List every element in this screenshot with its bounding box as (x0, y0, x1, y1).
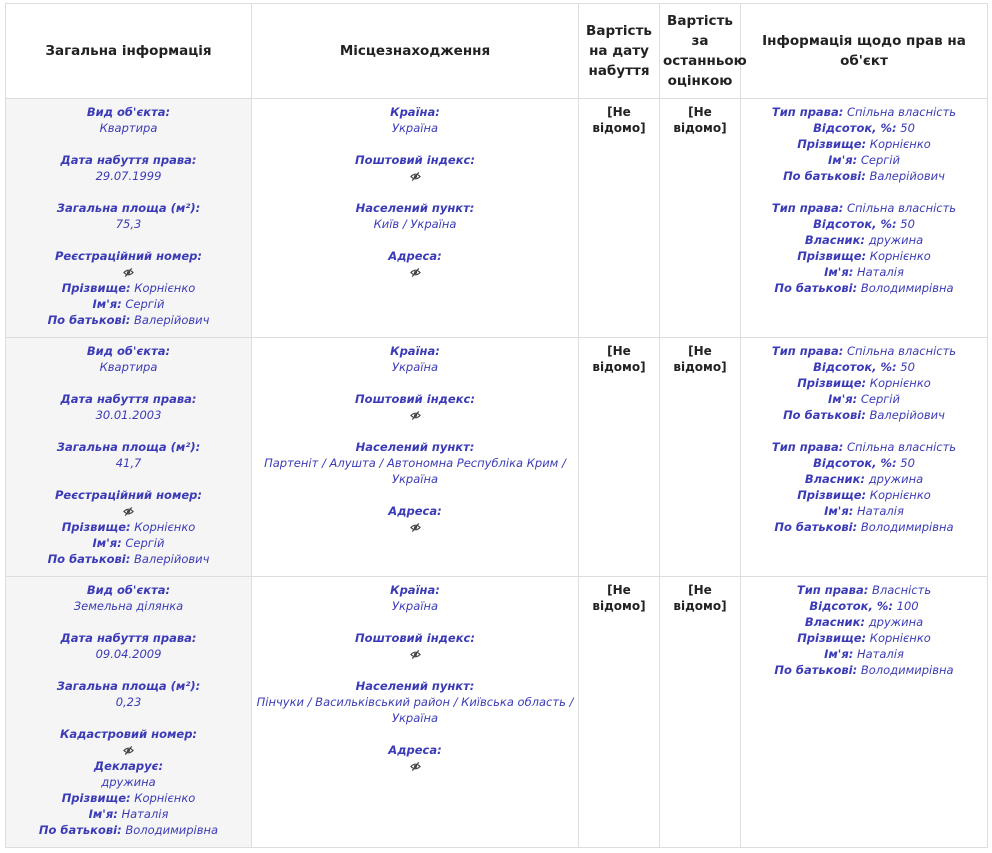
patronymic-value: Володимирівна (860, 663, 954, 677)
country-label: Країна: (390, 344, 440, 358)
address-label: Адреса: (388, 743, 442, 757)
name-label: Ім'я: (828, 153, 858, 167)
owner-label: Власник: (804, 472, 866, 486)
right-type-label: Тип права: (771, 105, 844, 119)
percent-value: 50 (900, 456, 915, 470)
patronymic-label: По батькові: (783, 408, 866, 422)
acq-date-label: Дата набуття права: (60, 631, 197, 645)
name-label: Ім'я: (92, 536, 122, 550)
hidden-eye-icon (410, 522, 421, 533)
object-type-label: Вид об'єкта: (86, 105, 171, 119)
patronymic-label: По батькові: (783, 169, 866, 183)
total-area-label: Загальна площа (м²): (56, 679, 201, 693)
hidden-eye-icon (410, 171, 421, 182)
object-type-value: Земельна ділянка (73, 599, 184, 613)
cost-acquisition-cell: [Не відомо] (579, 577, 660, 848)
percent-value: 100 (896, 599, 919, 613)
object-type-value: Квартира (99, 360, 158, 374)
name-label: Ім'я: (828, 392, 858, 406)
table-row (6, 338, 988, 577)
acq-date-value: 30.01.2003 (95, 408, 162, 422)
postal-label: Поштовий індекс: (355, 392, 475, 406)
hidden-eye-icon (410, 649, 421, 660)
postal-label: Поштовий індекс: (355, 153, 475, 167)
hidden-eye-icon (410, 761, 421, 772)
country-label: Країна: (390, 583, 440, 597)
patronymic-value: Валерійович (134, 552, 210, 566)
acq-date-value: 29.07.1999 (95, 169, 162, 183)
general-info-cell (6, 338, 252, 577)
owner-value: дружина (868, 233, 924, 247)
right-type-label: Тип права: (771, 344, 844, 358)
hidden-eye-icon (410, 267, 421, 278)
surname-label: Прізвище: (61, 520, 131, 534)
hidden-eye-icon (123, 745, 134, 756)
name-label: Ім'я: (92, 297, 122, 311)
cost-last-cell: [Не відомо] (660, 338, 741, 577)
hidden-eye-icon (123, 267, 134, 278)
header-cost-last: Вартість за останньою оцінкою (660, 4, 741, 99)
name-value: Наталія (121, 807, 169, 821)
name-label: Ім'я: (824, 647, 854, 661)
address-label: Адреса: (388, 504, 442, 518)
settlement-label: Населений пункт: (355, 679, 475, 693)
header-location: Місцезнаходження (252, 4, 579, 99)
surname-value: Корнієнко (869, 376, 931, 390)
object-type-label: Вид об'єкта: (86, 583, 171, 597)
table-row (6, 577, 988, 848)
general-info-cell (6, 99, 252, 338)
surname-label: Прізвище: (797, 376, 867, 390)
object-type-value: Квартира (99, 121, 158, 135)
hidden-eye-icon (410, 410, 421, 421)
country-value: Україна (391, 360, 439, 374)
header-row (6, 4, 988, 99)
percent-label: Відсоток, %: (809, 599, 893, 613)
hidden-eye-icon (123, 506, 134, 517)
cad-number-label: Кадастровий номер: (59, 727, 198, 741)
name-value: Сергій (860, 392, 900, 406)
reg-number-label: Реєстраційний номер: (55, 488, 202, 502)
surname-value: Корнієнко (869, 249, 931, 263)
right-type-value: Спільна власність (846, 440, 957, 454)
owner-label: Власник: (804, 615, 866, 629)
surname-value: Корнієнко (869, 631, 931, 645)
settlement-value-line1: Партеніт / Алушта / Автономна Республіка Крим / (264, 456, 566, 470)
name-value: Наталія (856, 647, 904, 661)
total-area-label: Загальна площа (м²): (56, 201, 201, 215)
right-type-value: Спільна власність (846, 105, 957, 119)
total-area-value: 75,3 (115, 217, 142, 231)
header-general: Загальна інформація (6, 4, 252, 99)
right-type-value: Спільна власність (846, 201, 957, 215)
patronymic-label: По батькові: (774, 520, 858, 534)
percent-value: 50 (900, 121, 915, 135)
settlement-label: Населений пункт: (355, 201, 475, 215)
table-row (6, 99, 988, 338)
percent-value: 50 (900, 360, 915, 374)
surname-label: Прізвище: (797, 137, 867, 151)
declares-label: Декларує: (93, 759, 164, 773)
owner-value: дружина (868, 472, 924, 486)
cost-acquisition-cell: [Не відомо] (579, 99, 660, 338)
total-area-label: Загальна площа (м²): (56, 440, 201, 454)
right-type-label: Тип права: (771, 440, 844, 454)
settlement-value-line1: Пінчуки / Васильківський район / Київська область / (256, 695, 574, 709)
cost-last-cell: [Не відомо] (660, 577, 741, 848)
name-value: Сергій (125, 536, 165, 550)
surname-label: Прізвище: (61, 281, 131, 295)
patronymic-label: По батькові: (47, 313, 131, 327)
total-area-value: 0,23 (115, 695, 142, 709)
cost-acquisition-cell: [Не відомо] (579, 338, 660, 577)
percent-label: Відсоток, %: (813, 217, 897, 231)
patronymic-label: По батькові: (774, 663, 858, 677)
right-type-label: Тип права: (796, 583, 869, 597)
percent-value: 50 (900, 217, 915, 231)
right-type-value: Власність (871, 583, 932, 597)
surname-value: Корнієнко (134, 791, 196, 805)
total-area-value: 41,7 (115, 456, 142, 470)
name-label: Ім'я: (824, 504, 854, 518)
country-value: Україна (391, 599, 439, 613)
rights-cell (741, 577, 988, 848)
general-info-cell (6, 577, 252, 848)
declaration-property-table-wrapper (5, 3, 988, 848)
patronymic-value: Володимирівна (860, 520, 954, 534)
declares-value: дружина (101, 775, 156, 789)
header-cost-acquisition: Вартість на дату набуття (579, 4, 660, 99)
patronymic-value: Володимирівна (860, 281, 954, 295)
surname-label: Прізвище: (797, 631, 867, 645)
surname-value: Корнієнко (134, 281, 196, 295)
right-type-label: Тип права: (771, 201, 844, 215)
patronymic-value: Валерійович (134, 313, 210, 327)
country-label: Країна: (390, 105, 440, 119)
settlement-value: Київ / Україна (373, 217, 457, 231)
surname-value: Корнієнко (134, 520, 196, 534)
surname-value: Корнієнко (869, 137, 931, 151)
patronymic-label: По батькові: (38, 823, 122, 837)
surname-label: Прізвище: (797, 488, 867, 502)
patronymic-value: Володимирівна (125, 823, 219, 837)
address-label: Адреса: (388, 249, 442, 263)
name-value: Наталія (856, 504, 904, 518)
settlement-value-line2: Україна (391, 472, 439, 486)
location-cell (252, 99, 579, 338)
surname-label: Прізвище: (61, 791, 131, 805)
object-type-label: Вид об'єкта: (86, 344, 171, 358)
patronymic-value: Валерійович (869, 408, 945, 422)
location-cell (252, 338, 579, 577)
country-value: Україна (391, 121, 439, 135)
right-type-value: Спільна власність (846, 344, 957, 358)
patronymic-value: Валерійович (869, 169, 945, 183)
owner-label: Власник: (804, 233, 866, 247)
settlement-label: Населений пункт: (355, 440, 475, 454)
acq-date-label: Дата набуття права: (60, 392, 197, 406)
location-cell (252, 577, 579, 848)
rights-cell (741, 99, 988, 338)
percent-label: Відсоток, %: (813, 360, 897, 374)
patronymic-label: По батькові: (774, 281, 858, 295)
name-label: Ім'я: (88, 807, 118, 821)
patronymic-label: По батькові: (47, 552, 131, 566)
postal-label: Поштовий індекс: (355, 631, 475, 645)
name-value: Сергій (860, 153, 900, 167)
acq-date-value: 09.04.2009 (95, 647, 162, 661)
owner-value: дружина (868, 615, 924, 629)
cost-last-cell: [Не відомо] (660, 99, 741, 338)
name-label: Ім'я: (824, 265, 854, 279)
acq-date-label: Дата набуття права: (60, 153, 197, 167)
property-table (5, 3, 988, 848)
reg-number-label: Реєстраційний номер: (55, 249, 202, 263)
surname-label: Прізвище: (797, 249, 867, 263)
name-value: Наталія (856, 265, 904, 279)
percent-label: Відсоток, %: (813, 456, 897, 470)
name-value: Сергій (125, 297, 165, 311)
percent-label: Відсоток, %: (813, 121, 897, 135)
header-rights: Інформація щодо прав на об'єкт (741, 4, 988, 99)
settlement-value-line2: Україна (391, 711, 439, 725)
rights-cell (741, 338, 988, 577)
surname-value: Корнієнко (869, 488, 931, 502)
